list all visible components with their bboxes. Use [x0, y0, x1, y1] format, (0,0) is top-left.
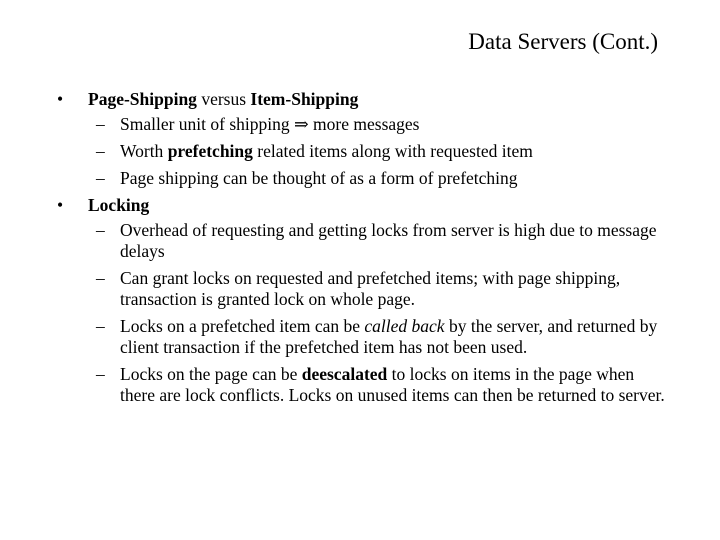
sub-item: [57, 114, 667, 135]
sub-item-text-italic: called back: [364, 316, 445, 336]
bullet-text-bold: Item-Shipping: [250, 89, 359, 109]
sub-item-text: Can grant locks on requested and prefetched items; with page shipping, transaction is granted lock on whole page.: [120, 268, 621, 309]
sub-item: [57, 220, 667, 262]
dash-icon: –: [96, 141, 105, 161]
dash-icon: –: [96, 316, 105, 336]
sub-item-text: Worth: [120, 141, 168, 161]
dash-icon: –: [96, 268, 105, 288]
slide-title: Data Servers (Cont.): [468, 29, 658, 54]
sub-item-text: Locks on the page can be: [120, 364, 302, 384]
sub-item-text: Smaller unit of shipping ⇒ more messages: [120, 114, 420, 134]
bullet-text: versus: [196, 89, 251, 109]
sub-item-text: Page shipping can be thought of as a form of prefetching: [120, 168, 518, 188]
bullet-locking: [57, 195, 667, 216]
slide-body: [57, 89, 667, 412]
bullet-icon: •: [57, 89, 64, 109]
sub-item: [57, 268, 667, 310]
dash-icon: –: [96, 364, 105, 384]
sub-item-text: Locks on a prefetched item can be: [120, 316, 365, 336]
sub-item-text: Overhead of requesting and getting locks from server is high due to message delays: [120, 220, 657, 261]
dash-icon: –: [96, 168, 105, 188]
dash-icon: –: [96, 220, 105, 240]
sub-item-text: related items along with requested item: [252, 141, 533, 161]
sub-item-text-bold: deescalated: [301, 364, 388, 384]
sub-item-text-bold: prefetching: [167, 141, 253, 161]
bullet-icon: •: [57, 195, 64, 215]
sub-item: [57, 316, 667, 358]
sub-item: [57, 141, 667, 162]
bullet-text-bold: Locking: [88, 195, 150, 215]
bullet-text-bold: Page-Shipping: [88, 89, 197, 109]
sub-item-text: by the server, and returned by client transaction if the prefetched item has not been used.: [120, 316, 658, 357]
sub-item-text: to locks on items in the page when there are lock conflicts. Locks on unused items can then be returned to server.: [120, 364, 665, 405]
sub-item: [57, 364, 667, 406]
sub-item: [57, 168, 667, 189]
bullet-item-shipping: [57, 89, 667, 110]
dash-icon: –: [96, 114, 105, 134]
